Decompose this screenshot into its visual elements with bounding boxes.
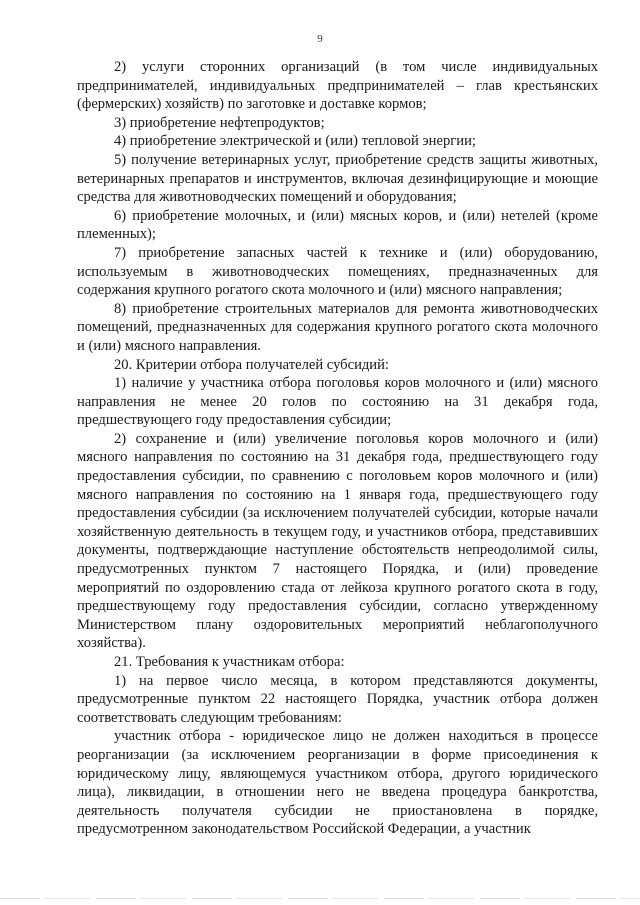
paragraph-oil-products: 3) приобретение нефтепродуктов;	[114, 114, 325, 131]
paragraph-cows: 6) приобретение молочных, и (или) мясных коров, и (или) нетелей (кроме племенных);	[77, 207, 598, 243]
paragraph-criterion-1: 1) наличие у участника отбора поголовья коров молочного и (или) мясного направления не менее 20 голов по состоянию на 31 декабря года, предшествующего году предоставления субсидии;	[77, 375, 598, 429]
paragraph-requirement-1: 1) на первое число месяца, в котором представляются документы, предусмотренные пунктом 22 настоящего Порядка, участник отбора должен соответствовать следующим требованиям:	[77, 672, 598, 726]
paragraph-criterion-2: 2) сохранение и (или) увеличение поголовья коров молочного и (или) мясного направления по состоянию на 31 декабря года, предшествующего году предоставления субсидии, по сравнению с поголовьем коров молочного и (или) мясного направления по состоянию на 1 января года, предшествующего году предоставления субсидии (за исключением получателей субсидии, которые начали хозяйственную деятельность в текущем году, и участников отбора, представивших документы, подтверждающие наступление обстоятельств непреодолимой силы, предусмотренных пунктом 7 настоящего Порядка, и (или) проведение мероприятий по оздоровлению стада от лейкоза крупного рогатого скота в году, предшествующему году предоставления субсидии, согласно утвержденному Министерством плану оздоровительных мероприятий неблагополучного хозяйства).	[77, 430, 598, 652]
page-number: 9	[317, 33, 323, 45]
paragraph-veterinary: 5) получение ветеринарных услуг, приобретение средств защиты животных, ветеринарных препаратов и инструментов, включая дезинфицирующие и моющие средства для животноводческих помещений и оборудования;	[77, 151, 598, 206]
paragraph-building-materials: 8) приобретение строительных материалов для ремонта животноводческих помещений, предназначенных для содержания крупного рогатого скота молочного и (или) мясного направления.	[77, 300, 598, 354]
paragraph-spare-parts: 7) приобретение запасных частей к технике и (или) оборудованию, используемым в животноводческих помещениях, предназначенных для содержания крупного рогатого скота молочного и (или) мясного направления;	[77, 244, 598, 299]
paragraph-energy: 4) приобретение электрической и (или) тепловой энергии;	[114, 133, 476, 150]
scan-edge-line	[0, 898, 640, 899]
paragraph-services: 2) услуги сторонних организаций (в том числе индивидуальных предпринимателей, индивидуальных предпринимателей – глав крестьянских (фермерских) хозяйств) по заготовке и доставке кормов;	[77, 59, 598, 113]
document-body	[77, 58, 598, 839]
section-heading-requirements: 21. Требования к участникам отбора:	[114, 654, 345, 670]
section-heading-criteria: 20. Критерии отбора получателей субсидий:	[114, 356, 389, 373]
paragraph-legal-entity: участник отбора - юридическое лицо не должен находиться в процессе реорганизации (за исключением реорганизации в форме присоединения к юридическому лицу, являющемуся участником отбора, другого юридического лица), ликвидации, в отношении него не введена процедура банкротства, деятельность получателя субсидии не приостановлена в порядке, предусмотренном законодательством Российской Федерации, а участник	[77, 728, 598, 838]
